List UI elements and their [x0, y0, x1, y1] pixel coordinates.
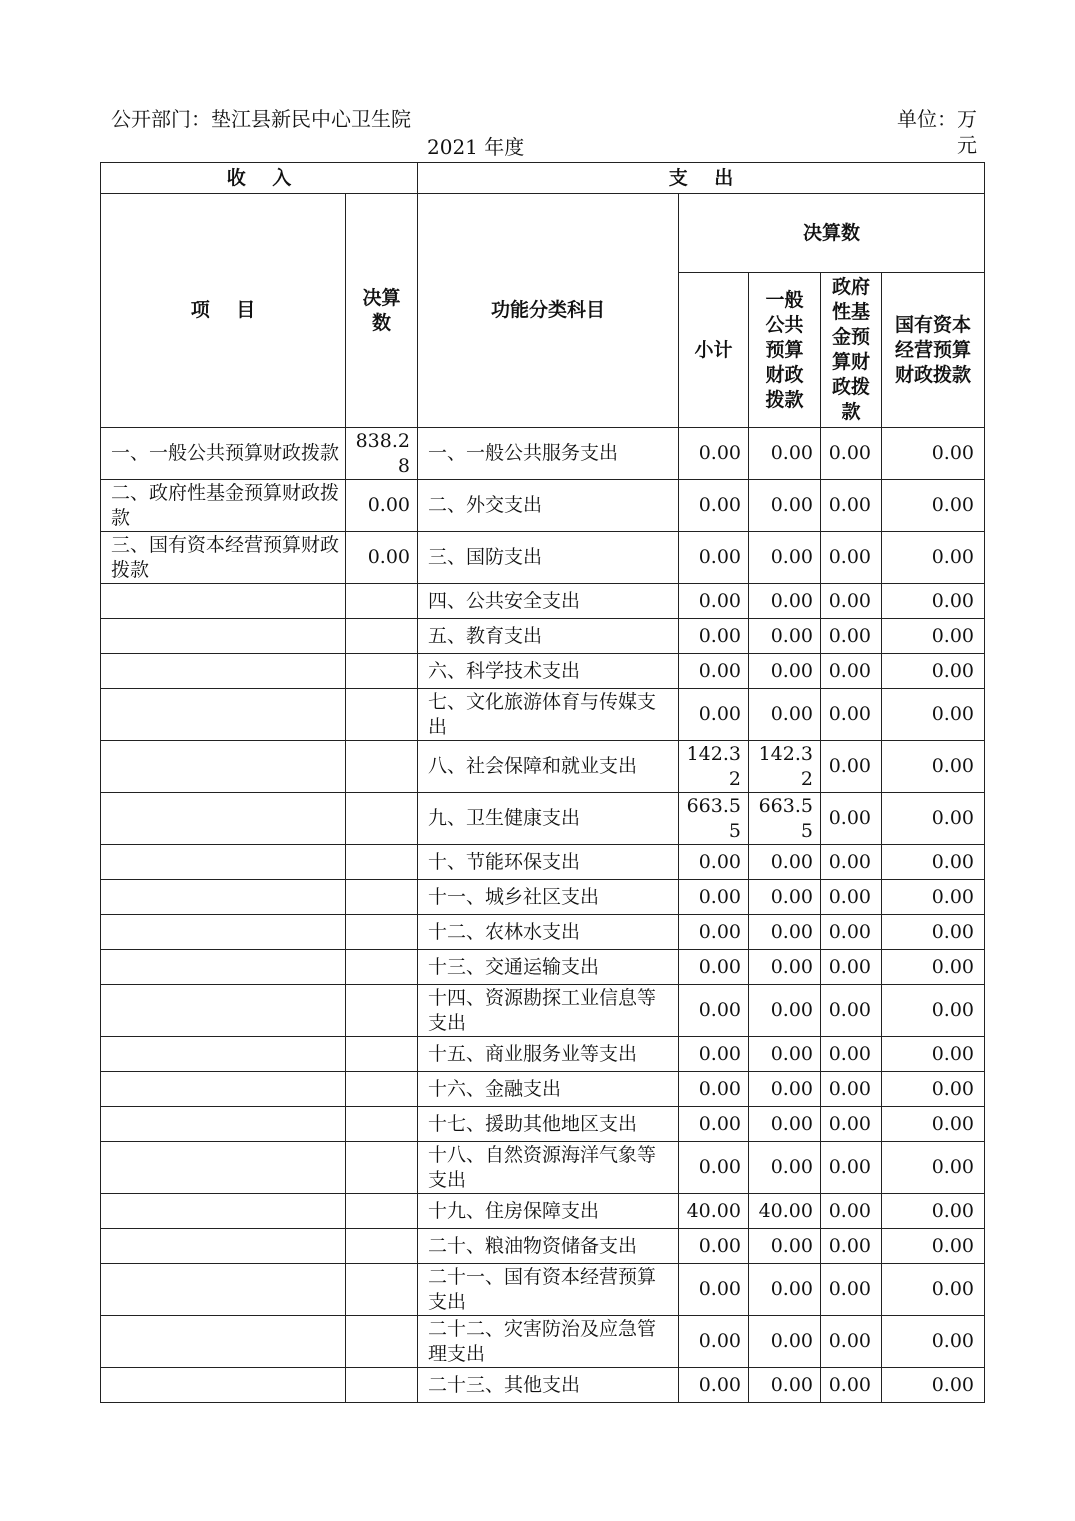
fund-budget-cell: 0.00: [821, 1368, 882, 1403]
income-item-cell: [101, 950, 346, 985]
state-capital-cell: 0.00: [882, 619, 985, 654]
expense-item-cell: 二十、粮油物资储备支出: [418, 1229, 679, 1264]
state-capital-cell: 0.00: [882, 1316, 985, 1368]
expense-item-cell: 十一、城乡社区支出: [418, 880, 679, 915]
state-capital-cell: 0.00: [882, 845, 985, 880]
subtotal-cell: 0.00: [679, 1037, 749, 1072]
fund-budget-cell: 0.00: [821, 915, 882, 950]
expense-item-cell: 十五、商业服务业等支出: [418, 1037, 679, 1072]
table-row: [101, 654, 985, 689]
income-item-cell: [101, 1072, 346, 1107]
income-amount-cell: [346, 915, 418, 950]
fund-budget-cell: 0.00: [821, 689, 882, 741]
general-budget-cell: 0.00: [749, 1072, 821, 1107]
income-amount-cell: [346, 584, 418, 619]
fund-budget-cell: 0.00: [821, 1142, 882, 1194]
subtotal-cell: 0.00: [679, 1142, 749, 1194]
table-row: [101, 1107, 985, 1142]
state-capital-cell: 0.00: [882, 689, 985, 741]
subtotal-cell: 142.32: [679, 741, 749, 793]
subtotal-cell: 0.00: [679, 480, 749, 532]
table-row: [101, 1072, 985, 1107]
expense-item-cell: 十二、农林水支出: [418, 915, 679, 950]
fund-budget-cell: 0.00: [821, 480, 882, 532]
income-item-cell: [101, 1037, 346, 1072]
general-budget-cell: 0.00: [749, 880, 821, 915]
expense-item-cell: 九、卫生健康支出: [418, 793, 679, 845]
state-capital-cell: 0.00: [882, 950, 985, 985]
income-item-cell: [101, 654, 346, 689]
subtotal-cell: 0.00: [679, 880, 749, 915]
table-row: [101, 1229, 985, 1264]
income-amount-cell: [346, 654, 418, 689]
department-label: 公开部门：垫江县新民中心卫生院: [111, 107, 411, 131]
subtotal-cell: 663.55: [679, 793, 749, 845]
fund-budget-cell: 0.00: [821, 1229, 882, 1264]
state-capital-cell: 0.00: [882, 741, 985, 793]
table-row: [101, 1037, 985, 1072]
income-amount-cell: [346, 1368, 418, 1403]
table-row: [101, 619, 985, 654]
income-amount-cell: [346, 1316, 418, 1368]
fund-budget-cell: 0.00: [821, 1072, 882, 1107]
fiscal-year: 2021 年度: [427, 135, 525, 159]
table-row: [101, 689, 985, 741]
expense-item-cell: 七、文化旅游体育与传媒支出: [418, 689, 679, 741]
income-item-cell: [101, 1194, 346, 1229]
state-capital-cell: 0.00: [882, 915, 985, 950]
general-budget-cell: 0.00: [749, 619, 821, 654]
state-capital-cell: 0.00: [882, 1107, 985, 1142]
fund-budget-cell: 0.00: [821, 1264, 882, 1316]
state-capital-cell: 0.00: [882, 1194, 985, 1229]
income-amount-cell: [346, 1194, 418, 1229]
income-item-cell: [101, 793, 346, 845]
col-amount-header: 决算数: [346, 194, 418, 428]
subtotal-cell: 0.00: [679, 619, 749, 654]
col-function-header: 功能分类科目: [418, 194, 679, 428]
expense-header: 支 出: [418, 163, 985, 194]
subtotal-cell: 0.00: [679, 1229, 749, 1264]
income-item-cell: [101, 584, 346, 619]
subtotal-cell: 0.00: [679, 532, 749, 584]
income-item-cell: [101, 1142, 346, 1194]
table-row: [101, 532, 985, 584]
income-item-cell: [101, 1107, 346, 1142]
income-item-cell: [101, 915, 346, 950]
subtotal-cell: 0.00: [679, 584, 749, 619]
general-budget-cell: 142.32: [749, 741, 821, 793]
table-row: [101, 950, 985, 985]
expense-item-cell: 二十三、其他支出: [418, 1368, 679, 1403]
income-amount-cell: [346, 619, 418, 654]
general-budget-cell: 0.00: [749, 428, 821, 480]
general-budget-cell: 663.55: [749, 793, 821, 845]
expense-item-cell: 三、国防支出: [418, 532, 679, 584]
income-item-cell: [101, 619, 346, 654]
state-capital-cell: 0.00: [882, 1229, 985, 1264]
expense-item-cell: 十三、交通运输支出: [418, 950, 679, 985]
table-row: [101, 1142, 985, 1194]
income-amount-cell: [346, 793, 418, 845]
fund-budget-cell: 0.00: [821, 950, 882, 985]
expense-item-cell: 二十一、国有资本经营预算支出: [418, 1264, 679, 1316]
income-item-cell: [101, 985, 346, 1037]
general-budget-cell: 0.00: [749, 950, 821, 985]
fund-budget-cell: 0.00: [821, 793, 882, 845]
income-amount-cell: 0.00: [346, 532, 418, 584]
expense-item-cell: 六、科学技术支出: [418, 654, 679, 689]
table-row: [101, 480, 985, 532]
table-row: [101, 584, 985, 619]
unit-label: 单位：万元: [897, 107, 977, 157]
fund-budget-cell: 0.00: [821, 619, 882, 654]
income-item-cell: 二、政府性基金预算财政拨款: [101, 480, 346, 532]
general-budget-cell: 40.00: [749, 1194, 821, 1229]
income-item-cell: [101, 741, 346, 793]
income-item-cell: [101, 880, 346, 915]
state-capital-cell: 0.00: [882, 1368, 985, 1403]
general-budget-cell: 0.00: [749, 532, 821, 584]
col-final-header: 决算数: [679, 194, 985, 273]
table-row: [101, 428, 985, 480]
expense-item-cell: 十四、资源勘探工业信息等支出: [418, 985, 679, 1037]
general-budget-cell: 0.00: [749, 654, 821, 689]
state-capital-cell: 0.00: [882, 480, 985, 532]
fund-budget-cell: 0.00: [821, 428, 882, 480]
general-budget-cell: 0.00: [749, 915, 821, 950]
income-item-cell: 三、国有资本经营预算财政拨款: [101, 532, 346, 584]
fund-budget-cell: 0.00: [821, 654, 882, 689]
table-row: [101, 985, 985, 1037]
expense-item-cell: 四、公共安全支出: [418, 584, 679, 619]
income-amount-cell: 0.00: [346, 480, 418, 532]
fund-budget-cell: 0.00: [821, 1194, 882, 1229]
subtotal-cell: 0.00: [679, 915, 749, 950]
expense-item-cell: 十八、自然资源海洋气象等支出: [418, 1142, 679, 1194]
income-item-cell: [101, 1264, 346, 1316]
budget-table: [100, 162, 985, 1403]
table-row: [101, 880, 985, 915]
income-item-cell: [101, 1229, 346, 1264]
fund-budget-cell: 0.00: [821, 741, 882, 793]
income-header: 收 入: [101, 163, 418, 194]
general-budget-cell: 0.00: [749, 584, 821, 619]
state-capital-cell: 0.00: [882, 532, 985, 584]
subtotal-cell: 0.00: [679, 1264, 749, 1316]
expense-item-cell: 十七、援助其他地区支出: [418, 1107, 679, 1142]
income-amount-cell: [346, 741, 418, 793]
table-row: [101, 793, 985, 845]
table-row: [101, 1194, 985, 1229]
income-amount-cell: [346, 1072, 418, 1107]
general-budget-cell: 0.00: [749, 1107, 821, 1142]
income-amount-cell: [346, 689, 418, 741]
income-amount-cell: [346, 950, 418, 985]
col-general-header: 一般公共预算财政拨款: [749, 273, 821, 428]
income-amount-cell: [346, 1264, 418, 1316]
state-capital-cell: 0.00: [882, 985, 985, 1037]
subtotal-cell: 0.00: [679, 428, 749, 480]
general-budget-cell: 0.00: [749, 1264, 821, 1316]
income-item-cell: 一、一般公共预算财政拨款: [101, 428, 346, 480]
expense-item-cell: 十六、金融支出: [418, 1072, 679, 1107]
general-budget-cell: 0.00: [749, 1037, 821, 1072]
subtotal-cell: 0.00: [679, 950, 749, 985]
subtotal-cell: 0.00: [679, 689, 749, 741]
general-budget-cell: 0.00: [749, 1142, 821, 1194]
subtotal-cell: 0.00: [679, 845, 749, 880]
col-item-header: 项 目: [101, 194, 346, 428]
fund-budget-cell: 0.00: [821, 532, 882, 584]
col-state-header: 国有资本经营预算财政拨款: [882, 273, 985, 428]
table-row: [101, 1368, 985, 1403]
income-amount-cell: [346, 880, 418, 915]
fund-budget-cell: 0.00: [821, 845, 882, 880]
income-item-cell: [101, 689, 346, 741]
general-budget-cell: 0.00: [749, 985, 821, 1037]
fund-budget-cell: 0.00: [821, 1107, 882, 1142]
general-budget-cell: 0.00: [749, 1229, 821, 1264]
state-capital-cell: 0.00: [882, 428, 985, 480]
state-capital-cell: 0.00: [882, 654, 985, 689]
col-fund-header: 政府性基金预算财政拨款: [821, 273, 882, 428]
general-budget-cell: 0.00: [749, 845, 821, 880]
subtotal-cell: 0.00: [679, 1316, 749, 1368]
income-amount-cell: 838.28: [346, 428, 418, 480]
general-budget-cell: 0.00: [749, 1316, 821, 1368]
col-subtotal-header: 小计: [679, 273, 749, 428]
expense-item-cell: 八、社会保障和就业支出: [418, 741, 679, 793]
income-amount-cell: [346, 1229, 418, 1264]
fund-budget-cell: 0.00: [821, 985, 882, 1037]
state-capital-cell: 0.00: [882, 1142, 985, 1194]
expense-item-cell: 二十二、灾害防治及应急管理支出: [418, 1316, 679, 1368]
expense-item-cell: 十九、住房保障支出: [418, 1194, 679, 1229]
state-capital-cell: 0.00: [882, 584, 985, 619]
fund-budget-cell: 0.00: [821, 584, 882, 619]
income-amount-cell: [346, 1142, 418, 1194]
state-capital-cell: 0.00: [882, 1037, 985, 1072]
subtotal-cell: 0.00: [679, 1072, 749, 1107]
table-row: [101, 915, 985, 950]
table-row: [101, 845, 985, 880]
income-amount-cell: [346, 1037, 418, 1072]
income-amount-cell: [346, 1107, 418, 1142]
subtotal-cell: 0.00: [679, 654, 749, 689]
state-capital-cell: 0.00: [882, 1264, 985, 1316]
expense-item-cell: 二、外交支出: [418, 480, 679, 532]
table-row: [101, 1316, 985, 1368]
general-budget-cell: 0.00: [749, 480, 821, 532]
subtotal-cell: 40.00: [679, 1194, 749, 1229]
income-amount-cell: [346, 845, 418, 880]
table-row: [101, 741, 985, 793]
income-amount-cell: [346, 985, 418, 1037]
expense-item-cell: 十、节能环保支出: [418, 845, 679, 880]
table-row: [101, 1264, 985, 1316]
subtotal-cell: 0.00: [679, 985, 749, 1037]
fund-budget-cell: 0.00: [821, 1316, 882, 1368]
income-item-cell: [101, 1316, 346, 1368]
expense-item-cell: 五、教育支出: [418, 619, 679, 654]
fund-budget-cell: 0.00: [821, 880, 882, 915]
general-budget-cell: 0.00: [749, 1368, 821, 1403]
general-budget-cell: 0.00: [749, 689, 821, 741]
state-capital-cell: 0.00: [882, 793, 985, 845]
income-item-cell: [101, 845, 346, 880]
subtotal-cell: 0.00: [679, 1107, 749, 1142]
state-capital-cell: 0.00: [882, 880, 985, 915]
state-capital-cell: 0.00: [882, 1072, 985, 1107]
income-item-cell: [101, 1368, 346, 1403]
subtotal-cell: 0.00: [679, 1368, 749, 1403]
expense-item-cell: 一、一般公共服务支出: [418, 428, 679, 480]
fund-budget-cell: 0.00: [821, 1037, 882, 1072]
